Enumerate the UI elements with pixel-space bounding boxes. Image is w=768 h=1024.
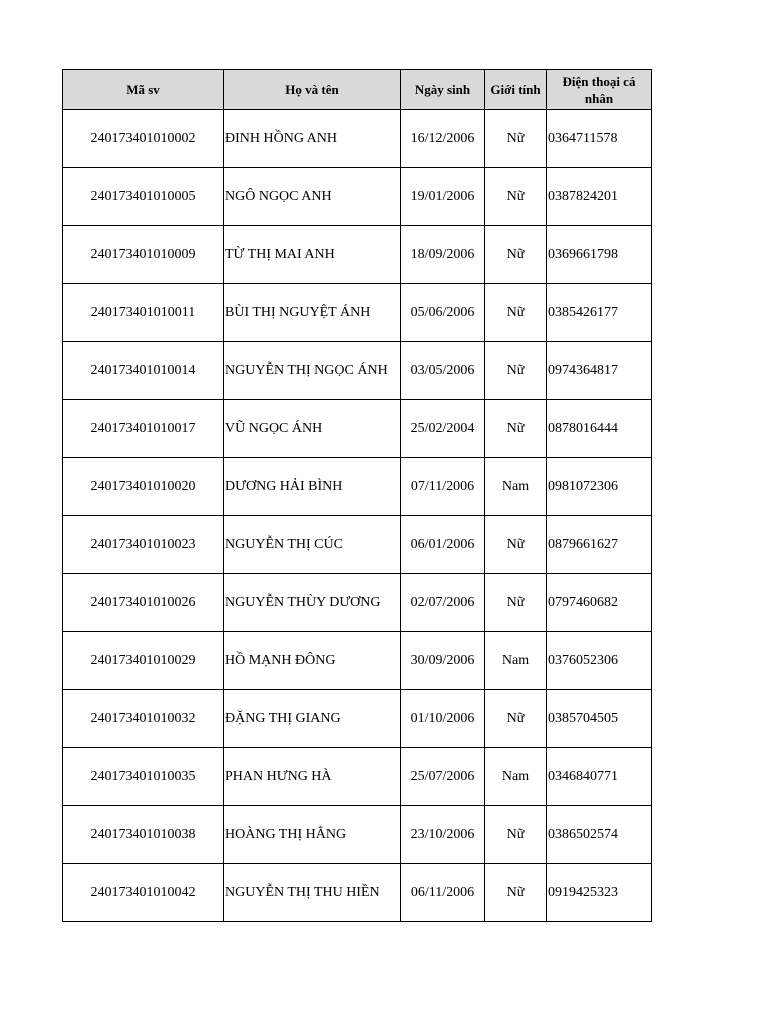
cell-phone: 0878016444 xyxy=(547,400,652,458)
cell-full-name: NGUYỄN THỊ NGỌC ÁNH xyxy=(224,342,401,400)
cell-student-id: 240173401010038 xyxy=(63,806,224,864)
table-row xyxy=(63,110,652,168)
table-row xyxy=(63,806,652,864)
cell-gender: Nữ xyxy=(485,516,547,574)
table-row xyxy=(63,342,652,400)
table-row xyxy=(63,284,652,342)
cell-phone: 0974364817 xyxy=(547,342,652,400)
table-row xyxy=(63,748,652,806)
cell-student-id: 240173401010005 xyxy=(63,168,224,226)
header-row xyxy=(63,70,652,110)
cell-student-id: 240173401010032 xyxy=(63,690,224,748)
cell-full-name: VŨ NGỌC ÁNH xyxy=(224,400,401,458)
table-row xyxy=(63,574,652,632)
cell-phone: 0369661798 xyxy=(547,226,652,284)
cell-gender: Nữ xyxy=(485,574,547,632)
cell-gender: Nam xyxy=(485,632,547,690)
cell-student-id: 240173401010035 xyxy=(63,748,224,806)
table-row xyxy=(63,864,652,922)
cell-date-of-birth: 05/06/2006 xyxy=(401,284,485,342)
cell-date-of-birth: 01/10/2006 xyxy=(401,690,485,748)
cell-date-of-birth: 02/07/2006 xyxy=(401,574,485,632)
cell-full-name: NGÔ NGỌC ANH xyxy=(224,168,401,226)
cell-full-name: NGUYỄN THÙY DƯƠNG xyxy=(224,574,401,632)
cell-gender: Nam xyxy=(485,748,547,806)
cell-gender: Nữ xyxy=(485,342,547,400)
cell-phone: 0364711578 xyxy=(547,110,652,168)
cell-gender: Nữ xyxy=(485,400,547,458)
cell-full-name: NGUYỄN THỊ CÚC xyxy=(224,516,401,574)
table-row xyxy=(63,226,652,284)
cell-date-of-birth: 25/02/2004 xyxy=(401,400,485,458)
cell-gender: Nữ xyxy=(485,864,547,922)
cell-gender: Nữ xyxy=(485,168,547,226)
table-row xyxy=(63,632,652,690)
header-gender: Giới tính xyxy=(485,70,547,110)
cell-student-id: 240173401010042 xyxy=(63,864,224,922)
cell-date-of-birth: 19/01/2006 xyxy=(401,168,485,226)
table-body xyxy=(63,110,652,922)
cell-date-of-birth: 18/09/2006 xyxy=(401,226,485,284)
header-phone: Điện thoại cá nhân xyxy=(547,70,652,110)
table-row xyxy=(63,168,652,226)
cell-date-of-birth: 23/10/2006 xyxy=(401,806,485,864)
table-row xyxy=(63,400,652,458)
cell-gender: Nữ xyxy=(485,110,547,168)
table-header xyxy=(63,70,652,110)
cell-date-of-birth: 25/07/2006 xyxy=(401,748,485,806)
cell-date-of-birth: 07/11/2006 xyxy=(401,458,485,516)
cell-student-id: 240173401010023 xyxy=(63,516,224,574)
cell-date-of-birth: 30/09/2006 xyxy=(401,632,485,690)
cell-date-of-birth: 16/12/2006 xyxy=(401,110,485,168)
cell-full-name: DƯƠNG HẢI BÌNH xyxy=(224,458,401,516)
cell-phone: 0346840771 xyxy=(547,748,652,806)
header-full-name: Họ và tên xyxy=(224,70,401,110)
cell-student-id: 240173401010026 xyxy=(63,574,224,632)
cell-student-id: 240173401010002 xyxy=(63,110,224,168)
cell-gender: Nữ xyxy=(485,806,547,864)
cell-gender: Nữ xyxy=(485,226,547,284)
table-row xyxy=(63,516,652,574)
cell-gender: Nam xyxy=(485,458,547,516)
header-date-of-birth: Ngày sinh xyxy=(401,70,485,110)
cell-phone: 0879661627 xyxy=(547,516,652,574)
table-row xyxy=(63,690,652,748)
cell-date-of-birth: 06/11/2006 xyxy=(401,864,485,922)
cell-phone: 0919425323 xyxy=(547,864,652,922)
cell-full-name: HỒ MẠNH ĐÔNG xyxy=(224,632,401,690)
cell-student-id: 240173401010020 xyxy=(63,458,224,516)
cell-student-id: 240173401010017 xyxy=(63,400,224,458)
cell-full-name: ĐINH HỒNG ANH xyxy=(224,110,401,168)
cell-student-id: 240173401010029 xyxy=(63,632,224,690)
cell-phone: 0386502574 xyxy=(547,806,652,864)
student-table xyxy=(62,69,652,922)
cell-phone: 0385704505 xyxy=(547,690,652,748)
cell-student-id: 240173401010009 xyxy=(63,226,224,284)
cell-phone: 0797460682 xyxy=(547,574,652,632)
cell-phone: 0981072306 xyxy=(547,458,652,516)
cell-phone: 0387824201 xyxy=(547,168,652,226)
cell-full-name: NGUYỄN THỊ THU HIỀN xyxy=(224,864,401,922)
cell-date-of-birth: 03/05/2006 xyxy=(401,342,485,400)
cell-full-name: BÙI THỊ NGUYỆT ÁNH xyxy=(224,284,401,342)
cell-gender: Nữ xyxy=(485,284,547,342)
cell-student-id: 240173401010014 xyxy=(63,342,224,400)
cell-student-id: 240173401010011 xyxy=(63,284,224,342)
cell-full-name: TỪ THỊ MAI ANH xyxy=(224,226,401,284)
cell-phone: 0385426177 xyxy=(547,284,652,342)
cell-full-name: HOÀNG THỊ HẰNG xyxy=(224,806,401,864)
header-student-id: Mã sv xyxy=(63,70,224,110)
cell-phone: 0376052306 xyxy=(547,632,652,690)
cell-full-name: PHAN HƯNG HÀ xyxy=(224,748,401,806)
cell-date-of-birth: 06/01/2006 xyxy=(401,516,485,574)
table-row xyxy=(63,458,652,516)
cell-gender: Nữ xyxy=(485,690,547,748)
cell-full-name: ĐẶNG THỊ GIANG xyxy=(224,690,401,748)
